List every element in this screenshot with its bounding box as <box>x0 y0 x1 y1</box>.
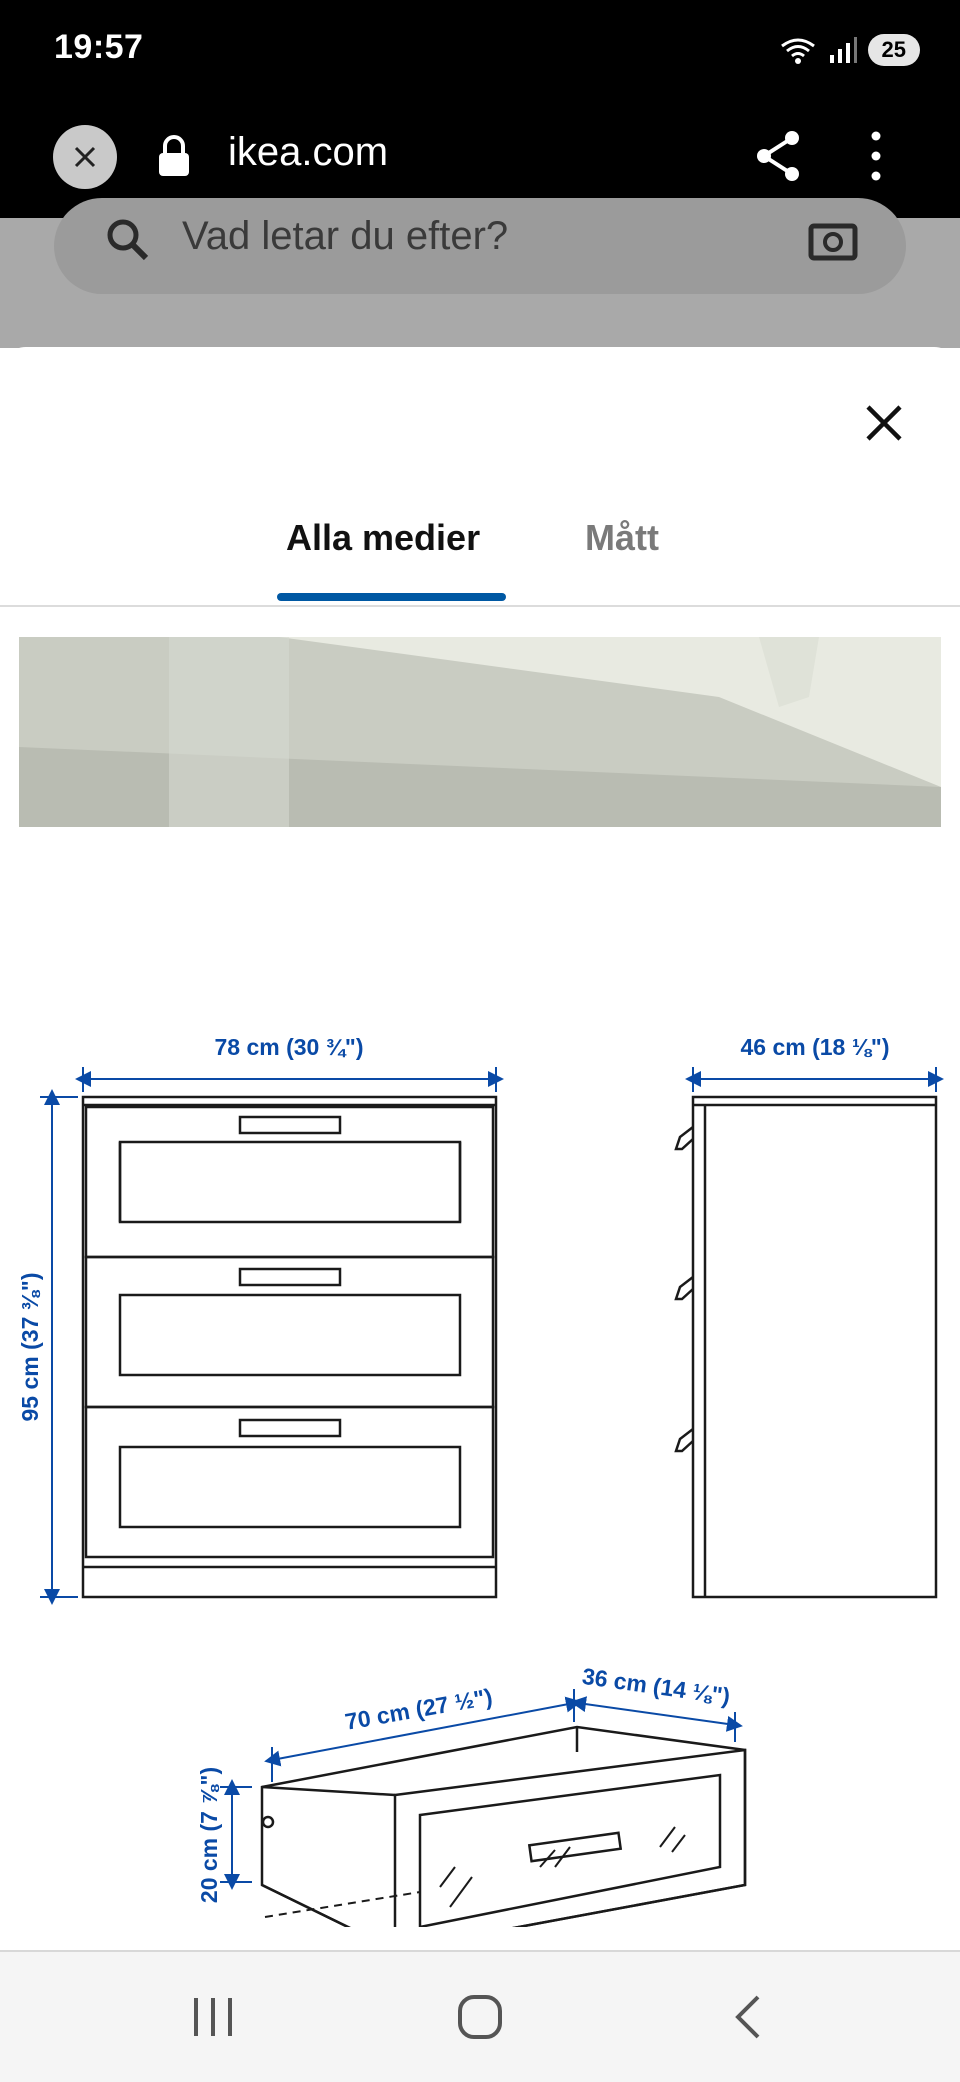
dimension-depth: 46 cm (18 ⅛") <box>740 1034 890 1060</box>
share-icon[interactable] <box>754 128 804 184</box>
system-nav-bar <box>0 1950 960 2082</box>
dimension-drawer-depth: 36 cm (14 ⅛") <box>580 1662 732 1710</box>
dimension-width: 78 cm (30 ¾") <box>214 1034 364 1060</box>
close-icon <box>864 403 904 443</box>
close-icon <box>72 144 98 170</box>
more-menu-icon[interactable] <box>858 128 894 184</box>
active-tab-indicator <box>277 593 506 601</box>
dimension-drawer-height: 20 cm (7 ⅞") <box>196 1766 222 1904</box>
media-tabs <box>0 517 960 607</box>
status-bar <box>0 0 960 100</box>
media-modal <box>0 347 960 1950</box>
camera-icon <box>808 218 858 262</box>
recent-apps-icon[interactable] <box>188 1992 238 2042</box>
home-icon[interactable] <box>455 1992 505 2042</box>
status-time: 19:57 <box>54 28 144 66</box>
dimension-height: 95 cm (37 ⅜") <box>17 1272 43 1422</box>
battery-indicator: 25 <box>868 34 920 66</box>
wifi-icon <box>778 34 818 66</box>
background-page <box>0 214 960 348</box>
search-placeholder: Vad letar du efter? <box>182 214 509 258</box>
signal-icon <box>828 35 858 65</box>
close-tab-button[interactable] <box>53 125 117 189</box>
dimension-drawer-width: 70 cm (27 ½") <box>342 1683 495 1735</box>
product-photo[interactable] <box>19 637 941 827</box>
tab-matt[interactable]: Mått <box>585 517 659 558</box>
search-icon <box>104 216 150 262</box>
back-icon[interactable] <box>728 1992 768 2042</box>
dimension-drawing <box>0 877 960 1927</box>
background-search-bar <box>54 198 906 294</box>
status-icons <box>778 30 920 70</box>
url-text[interactable]: ikea.com <box>228 130 389 174</box>
lock-icon <box>156 134 192 178</box>
tab-alla-medier[interactable]: Alla medier <box>286 517 481 558</box>
modal-close-button[interactable] <box>856 395 912 451</box>
